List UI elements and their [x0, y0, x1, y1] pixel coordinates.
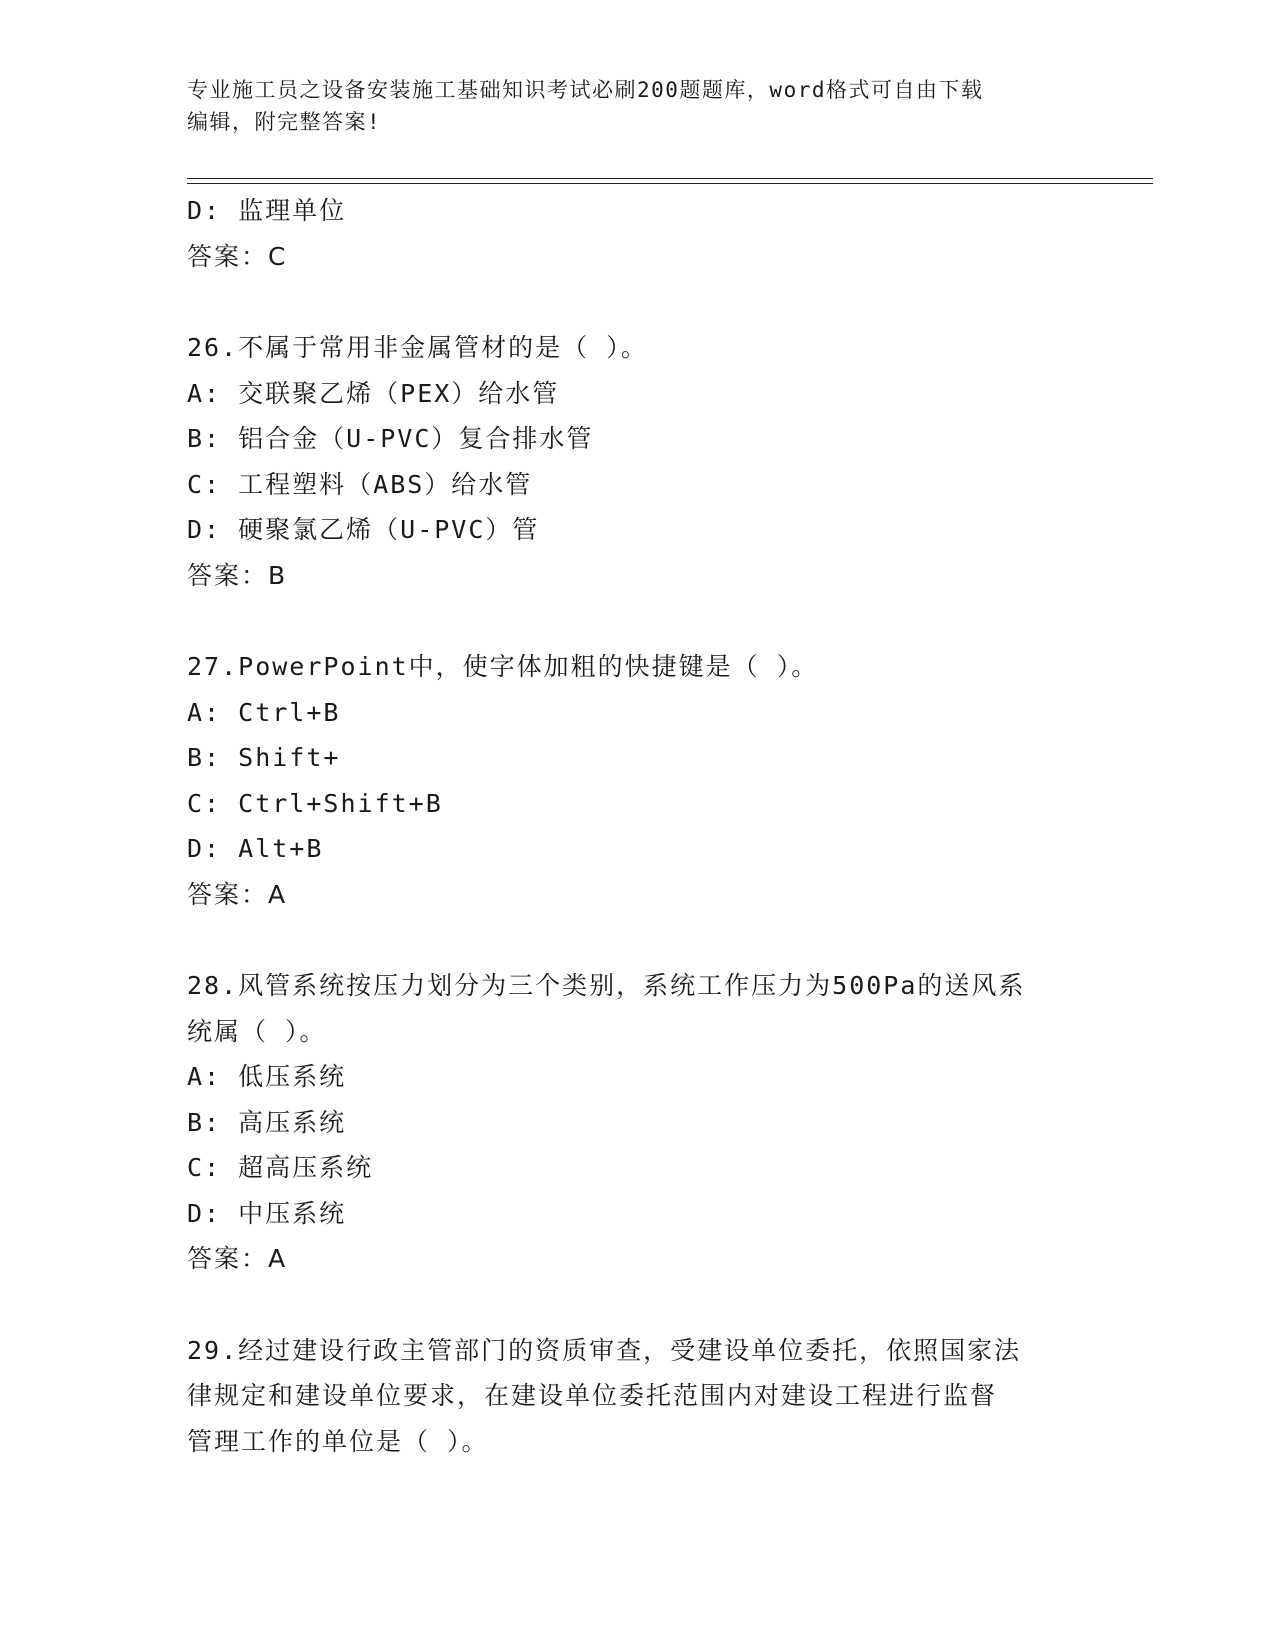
spacer: [187, 1282, 1087, 1328]
question-27-option-a: A: Ctrl+B: [187, 697, 341, 727]
spacer: [187, 917, 1087, 963]
question-27-text: 27.PowerPoint中，使字体加粗的快捷键是（ ）。: [187, 652, 819, 681]
question-29-text-line-1: 29.经过建设行政主管部门的资质审查，受建设单位委托，依照国家法: [187, 1335, 1022, 1365]
question-27-option-c: C: Ctrl+Shift+B: [187, 788, 443, 818]
question-28-option-d: D: 中压系统: [187, 1198, 347, 1228]
question-28-text-line-2: 统属（ ）。: [187, 1016, 327, 1046]
spacer: [187, 598, 1087, 644]
question-26-answer: 答案：B: [187, 560, 288, 590]
question-list: [187, 188, 1087, 1464]
question-26-text: 26.不属于常用非金属管材的是（ ）。: [187, 333, 648, 362]
question-28-text-line-1: 28.风管系统按压力划分为三个类别，系统工作压力为500Pa的送风系: [187, 971, 1026, 1000]
header-title-line-2: 编辑，附完整答案!: [187, 110, 382, 134]
spacer: [187, 279, 1087, 325]
header-divider-top: [187, 178, 1153, 179]
question-27-answer: 答案：A: [187, 879, 288, 909]
header-divider-bottom: [187, 183, 1153, 184]
question-26-option-d: D: 硬聚氯乙烯（U-PVC）管: [187, 515, 540, 544]
question-28-answer: 答案：A: [187, 1244, 288, 1273]
question-28-option-b: B: 高压系统: [187, 1107, 347, 1137]
question-26-option-a: A: 交联聚乙烯（PEX）给水管: [187, 378, 560, 408]
prev-answer: 答案：C: [187, 241, 288, 271]
question-26-option-c: C: 工程塑料（ABS）给水管: [187, 469, 533, 499]
question-29-text-line-2: 律规定和建设单位要求，在建设单位委托范围内对建设工程进行监督: [187, 1381, 998, 1410]
header-title-line-1: 专业施工员之设备安装施工基础知识考试必刷200题题库，word格式可自由下载: [187, 78, 984, 102]
document-header: [187, 74, 1067, 138]
question-27-option-b: B: Shift+: [187, 743, 341, 772]
question-26-option-b: B: 铝合金（U-PVC）复合排水管: [187, 424, 594, 453]
question-28-option-c: C: 超高压系统: [187, 1153, 374, 1182]
question-28-option-a: A: 低压系统: [187, 1062, 347, 1091]
question-27-option-d: D: Alt+B: [187, 834, 324, 863]
prev-option-d: D: 监理单位: [187, 196, 347, 225]
question-29-text-line-3: 管理工作的单位是（ ）。: [187, 1426, 489, 1456]
